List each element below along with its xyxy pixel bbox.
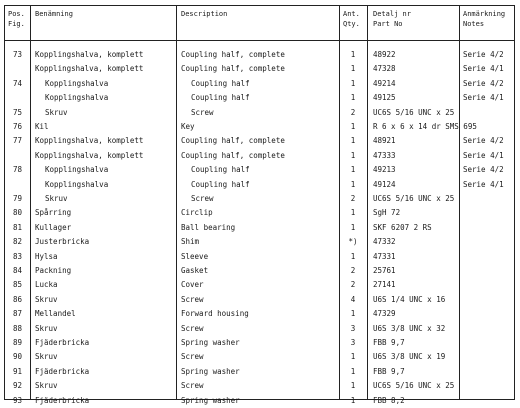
header-notes-line2: Notes (463, 20, 485, 28)
table-row (5, 235, 514, 249)
pos-cell: 90 (12, 352, 23, 362)
part-no-cell: 25761 (373, 266, 396, 275)
pos-cell: 82 (12, 237, 23, 247)
qty-cell: 1 (350, 136, 356, 146)
part-no-cell: FBB 9,7 (373, 338, 405, 347)
qty-cell: 1 (350, 222, 356, 232)
description-cell: Spring washer (181, 366, 240, 376)
pos-cell: 79 (12, 194, 23, 203)
description-cell: Screw (191, 194, 214, 203)
description-cell: Coupling half, complete (181, 150, 285, 160)
part-no-cell: UC6S 5/16 UNC x 25 (373, 194, 455, 203)
pos-cell: 78 (12, 165, 23, 175)
benamning-cell: Lucka (35, 280, 58, 290)
header-description (181, 9, 227, 19)
table-row (5, 350, 514, 364)
part-no-cell: U6S 1/4 UNC x 16 (373, 294, 446, 304)
part-no-cell: U6S 3/8 UNC x 32 (373, 323, 446, 333)
description-cell: Forward housing (181, 309, 249, 319)
benamning-cell: Spårring (35, 208, 72, 218)
description-cell: Gasket (181, 266, 209, 275)
table-row (5, 365, 514, 379)
header-part (373, 9, 411, 29)
description-cell: Coupling half (191, 78, 250, 88)
table-row (5, 91, 514, 105)
benamning-cell: Fjäderbricka (35, 395, 90, 405)
description-cell: Coupling half, complete (181, 64, 285, 74)
pos-cell: 73 (12, 50, 23, 59)
pos-cell: 80 (12, 208, 23, 218)
header-notes-line1: Anmärkning (463, 10, 506, 18)
benamning-cell: Justerbricka (35, 237, 90, 247)
description-cell: Shim (181, 237, 200, 247)
pos-cell: 85 (12, 280, 23, 290)
table-row (5, 120, 514, 134)
notes-cell: Serie 4/2 (463, 78, 504, 88)
header-pos-line2: Fig. (8, 20, 25, 28)
qty-cell: 3 (350, 338, 356, 347)
header-notes (463, 9, 505, 29)
benamning-cell: Kopplingshalva (45, 93, 109, 103)
table-row (5, 106, 514, 120)
description-cell: Screw (181, 352, 204, 362)
qty-cell: 2 (350, 266, 356, 275)
table-row (5, 206, 514, 220)
benamning-cell: Skruv (35, 381, 58, 391)
pos-cell: 87 (12, 309, 23, 319)
qty-cell: 1 (350, 251, 356, 261)
header-qty-line2: Qty. (343, 20, 360, 28)
pos-cell: 86 (12, 294, 23, 304)
benamning-cell: Kopplingshalva (45, 165, 109, 175)
table-row (5, 221, 514, 235)
pos-cell: 84 (12, 266, 23, 275)
part-no-cell: 27141 (373, 280, 396, 290)
benamning-cell: Kopplingshalva, komplett (35, 50, 144, 59)
part-no-cell: 47333 (373, 150, 396, 160)
part-no-cell: R 6 x 6 x 14 dr SMS 695 (373, 122, 477, 131)
header-qty-line1: Ant. (343, 10, 360, 18)
qty-cell: 1 (350, 381, 356, 391)
benamning-cell: Kopplingshalva, komplett (35, 136, 144, 146)
part-no-cell: UC6S 5/16 UNC x 25 (373, 381, 455, 391)
part-no-cell: FBB 9,7 (373, 366, 405, 376)
qty-cell: 4 (350, 294, 356, 304)
benamning-cell: Mellandel (35, 309, 76, 319)
table-row (5, 250, 514, 264)
header-benamning-label: Benämning (35, 10, 73, 18)
description-cell: Coupling half (191, 93, 250, 103)
part-no-cell: 49214 (373, 78, 396, 88)
pos-cell: 89 (12, 338, 23, 347)
part-no-cell: 48921 (373, 136, 396, 146)
header-description-label: Description (181, 10, 228, 18)
qty-cell: 1 (350, 309, 356, 319)
qty-cell: 1 (350, 93, 356, 103)
benamning-cell: Skruv (45, 107, 68, 117)
table-row (5, 336, 514, 350)
qty-cell: 1 (350, 150, 356, 160)
part-no-cell: 49213 (373, 165, 396, 175)
benamning-cell: Kopplingshalva (45, 179, 109, 189)
table-row (5, 307, 514, 321)
part-no-cell: 49124 (373, 179, 396, 189)
benamning-cell: Skruv (35, 294, 58, 304)
pos-cell: 92 (12, 381, 23, 391)
benamning-cell: Hylsa (35, 251, 58, 261)
header-part-line2: Part No (373, 20, 403, 28)
pos-cell: 93 (12, 395, 23, 405)
notes-cell: Serie 4/2 (463, 136, 504, 146)
table-row (5, 322, 514, 336)
table-row (5, 379, 514, 393)
description-cell: Screw (181, 323, 204, 333)
qty-cell: 1 (350, 366, 356, 376)
qty-cell: 1 (350, 64, 356, 74)
description-cell: Screw (181, 294, 204, 304)
pos-cell: 81 (12, 222, 23, 232)
table-row (5, 77, 514, 91)
header-part-line1: Detalj nr (373, 10, 411, 18)
description-cell: Ball bearing (181, 222, 236, 232)
description-cell: Coupling half (191, 165, 250, 175)
benamning-cell: Skruv (35, 323, 58, 333)
pos-cell: 91 (12, 366, 23, 376)
table-row (5, 62, 514, 76)
pos-cell: 88 (12, 323, 23, 333)
table-row (5, 394, 514, 408)
qty-cell: 1 (350, 78, 356, 88)
notes-cell: Serie 4/1 (463, 93, 504, 103)
benamning-cell: Kil (35, 122, 49, 131)
part-no-cell: 49125 (373, 93, 396, 103)
pos-cell: 77 (12, 136, 23, 146)
benamning-cell: Kullager (35, 222, 72, 232)
table-row (5, 278, 514, 292)
benamning-cell: Kopplingshalva, komplett (35, 64, 144, 74)
description-cell: Screw (191, 107, 214, 117)
qty-cell: 1 (350, 395, 356, 405)
part-no-cell: 48922 (373, 50, 396, 59)
benamning-cell: Skruv (45, 194, 68, 203)
part-no-cell: 47329 (373, 309, 396, 319)
benamning-cell: Packning (35, 266, 72, 275)
part-no-cell: UC6S 5/16 UNC x 25 (373, 107, 455, 117)
part-no-cell: SgH 72 (373, 208, 401, 218)
table-row (5, 178, 514, 192)
table-row (5, 192, 514, 206)
qty-cell: 1 (350, 179, 356, 189)
notes-cell: Serie 4/1 (463, 179, 504, 189)
pos-cell: 76 (12, 122, 23, 131)
pos-cell: 83 (12, 251, 23, 261)
notes-cell: Serie 4/1 (463, 150, 504, 160)
header-qty (343, 9, 360, 29)
qty-cell: 1 (350, 50, 356, 59)
benamning-cell: Skruv (35, 352, 58, 362)
qty-cell: 1 (350, 122, 356, 131)
benamning-cell: Kopplingshalva (45, 78, 109, 88)
qty-cell: 1 (350, 352, 356, 362)
part-no-cell: SKF 6207 2 RS (373, 222, 432, 232)
table-row (5, 149, 514, 163)
benamning-cell: Fjäderbricka (35, 366, 90, 376)
header-divider (5, 40, 514, 41)
table-row (5, 264, 514, 278)
description-cell: Coupling half (191, 179, 250, 189)
table-row (5, 134, 514, 148)
description-cell: Spring washer (181, 338, 240, 347)
description-cell: Spring washer (181, 395, 240, 405)
benamning-cell: Kopplingshalva, komplett (35, 150, 144, 160)
table-row (5, 48, 514, 62)
part-no-cell: 47331 (373, 251, 396, 261)
description-cell: Sleeve (181, 251, 209, 261)
notes-cell: Serie 4/2 (463, 165, 504, 175)
part-no-cell: U6S 3/8 UNC x 19 (373, 352, 446, 362)
part-no-cell: 47332 (373, 237, 396, 247)
description-cell: Screw (181, 381, 204, 391)
qty-cell: 2 (350, 107, 356, 117)
table-row (5, 163, 514, 177)
part-no-cell: FBB 8,2 (373, 395, 405, 405)
qty-cell: 1 (350, 208, 356, 218)
qty-cell: 3 (350, 323, 356, 333)
part-no-cell: 47328 (373, 64, 396, 74)
qty-cell: *) (348, 237, 358, 247)
header-pos-line1: Pos. (8, 10, 25, 18)
description-cell: Coupling half, complete (181, 50, 285, 59)
notes-cell: Serie 4/2 (463, 50, 504, 59)
qty-cell: 1 (350, 165, 356, 175)
qty-cell: 2 (350, 194, 356, 203)
parts-list-table (4, 5, 515, 405)
header-pos (8, 9, 25, 29)
pos-cell: 75 (12, 107, 23, 117)
description-cell: Coupling half, complete (181, 136, 285, 146)
header-benamning (35, 9, 73, 19)
description-cell: Cover (181, 280, 204, 290)
pos-cell: 74 (12, 78, 23, 88)
table-row (5, 293, 514, 307)
description-cell: Key (181, 122, 195, 131)
description-cell: Circlip (181, 208, 213, 218)
benamning-cell: Fjäderbricka (35, 338, 90, 347)
qty-cell: 2 (350, 280, 356, 290)
notes-cell: Serie 4/1 (463, 64, 504, 74)
